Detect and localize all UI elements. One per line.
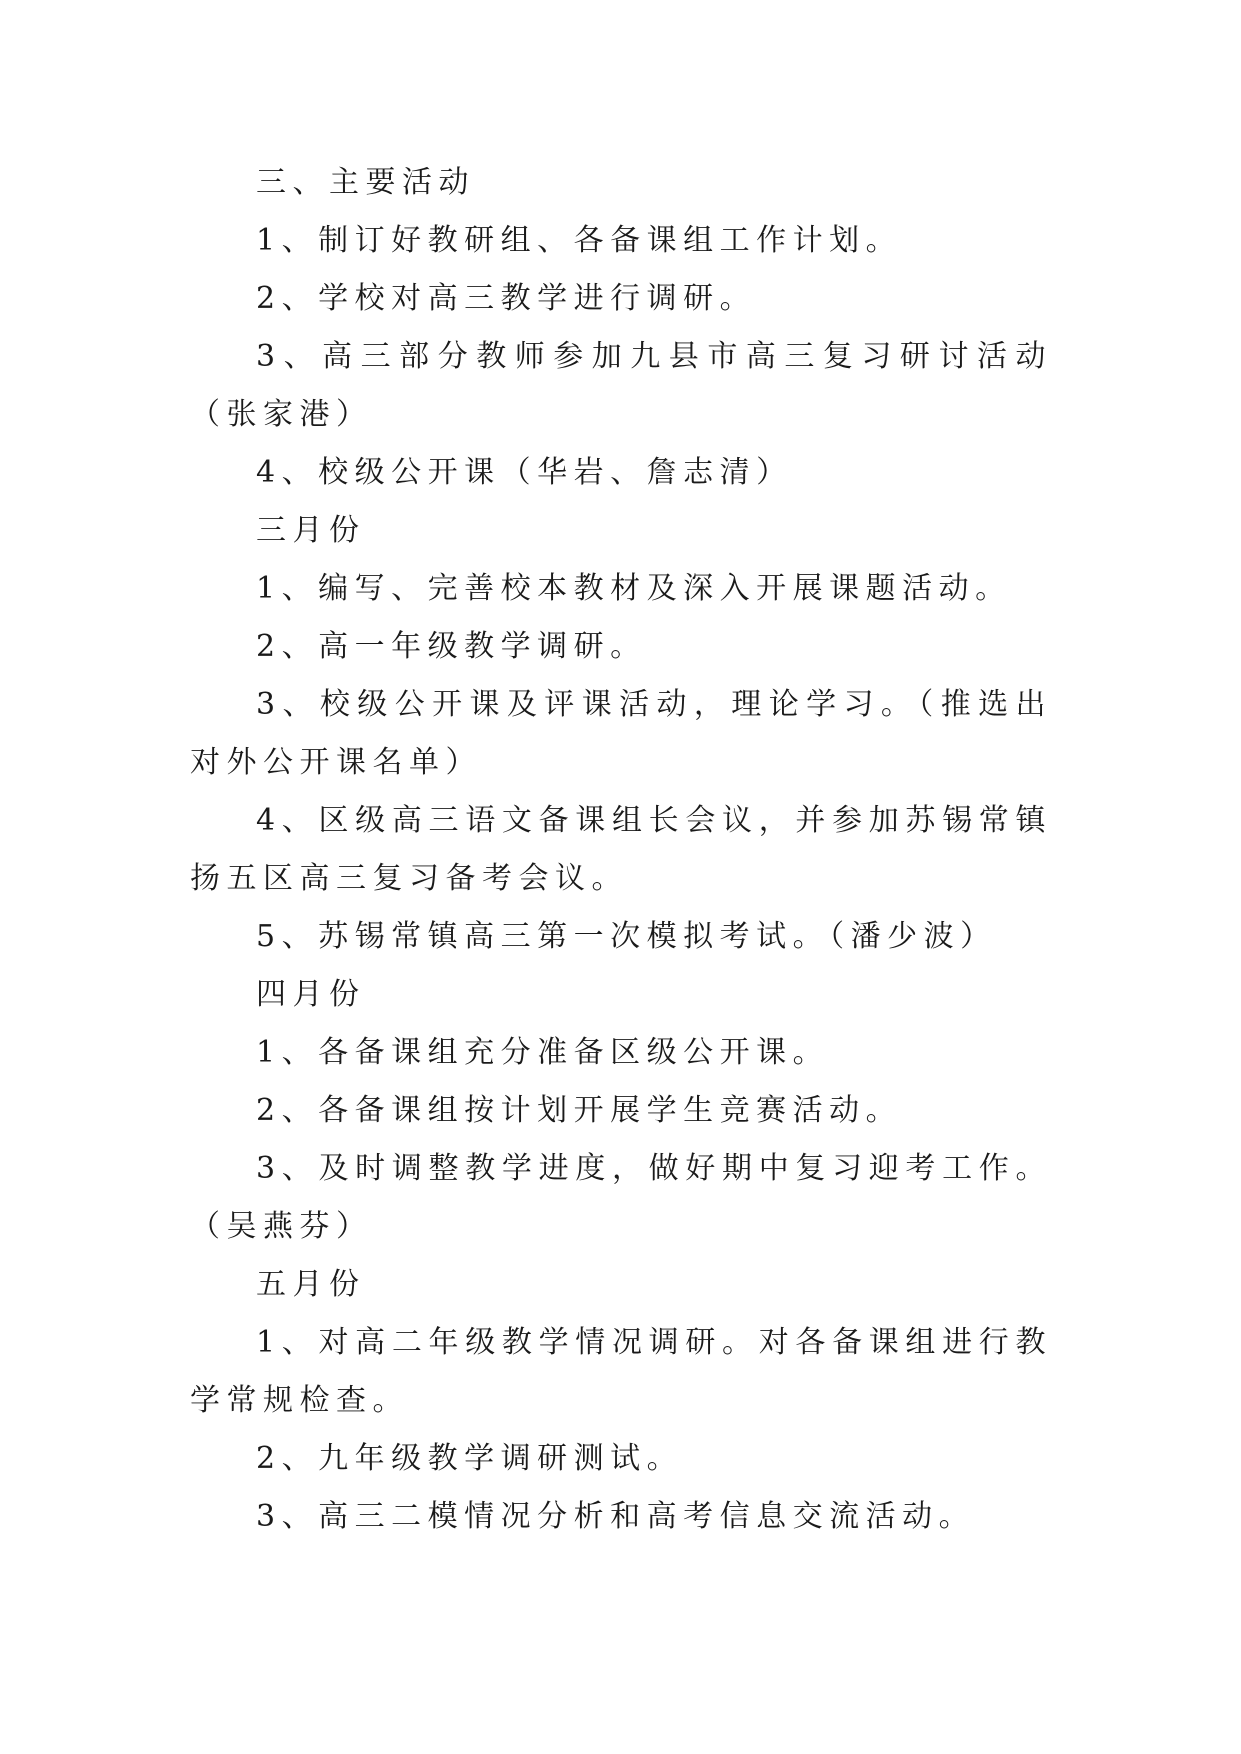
paragraph: 1、制订好教研组、各备课组工作计划。	[256, 223, 903, 258]
month-heading-may: 五月份	[256, 1267, 366, 1302]
section-heading-main-activities: 三、主要活动	[256, 165, 475, 200]
paragraph: 2、各备课组按计划开展学生竞赛活动。	[256, 1093, 903, 1128]
paragraph: 4、区级高三语文备课组长会议，并参加苏锡常镇扬五区高三复习备考会议。	[190, 803, 1052, 896]
paragraph: 3、及时调整教学进度，做好期中复习迎考工作。（吴燕芬）	[190, 1151, 1052, 1244]
paragraph: 2、高一年级教学调研。	[256, 629, 647, 664]
paragraph: 4、校级公开课（华岩、詹志清）	[256, 455, 793, 490]
paragraph: 1、编写、完善校本教材及深入开展课题活动。	[256, 571, 1012, 606]
month-heading-march: 三月份	[256, 513, 366, 548]
paragraph: 2、学校对高三教学进行调研。	[256, 281, 757, 316]
paragraph: 1、对高二年级教学情况调研。对各备课组进行教学常规检查。	[190, 1325, 1052, 1418]
paragraph: 3、高三部分教师参加九县市高三复习研讨活动（张家港）	[190, 339, 1052, 432]
paragraph: 1、各备课组充分准备区级公开课。	[256, 1035, 830, 1070]
paragraph: 3、高三二模情况分析和高考信息交流活动。	[256, 1499, 976, 1534]
paragraph: 3、校级公开课及评课活动，理论学习。（推选出对外公开课名单）	[190, 687, 1052, 780]
document-body	[190, 154, 1052, 1546]
month-heading-april: 四月份	[256, 977, 366, 1012]
paragraph: 2、九年级教学调研测试。	[256, 1441, 684, 1476]
paragraph: 5、苏锡常镇高三第一次模拟考试。（潘少波）	[256, 919, 997, 954]
